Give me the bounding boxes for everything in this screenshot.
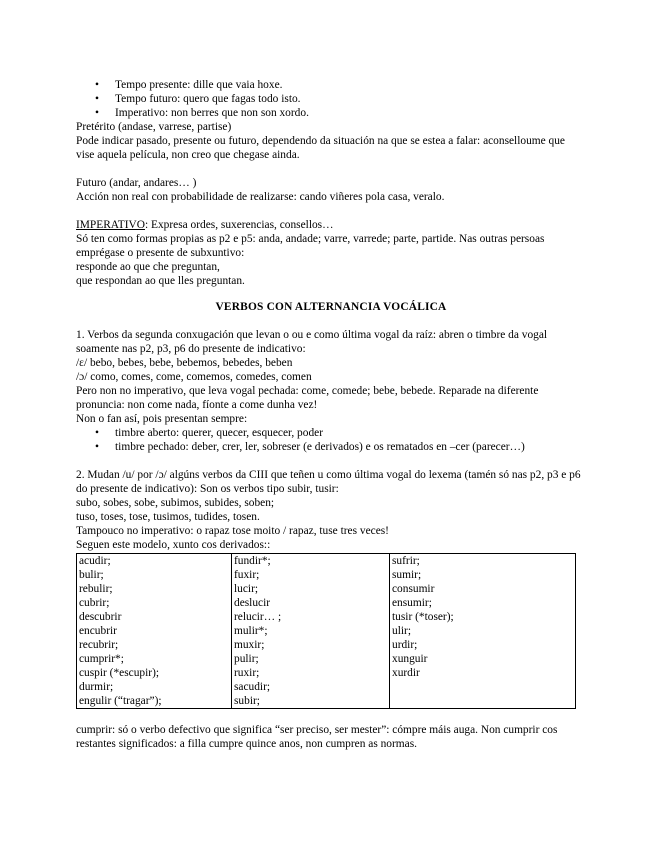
table-cell: muxir; xyxy=(234,639,265,651)
table-cell: recubrir; xyxy=(79,639,119,651)
verbs-column-3 xyxy=(390,554,576,709)
table-cell: ulir; xyxy=(392,625,411,637)
rule-1-text: 1. Verbos da segunda conxugación que levan o ou e como última vogal da raíz: abren o timbre da vogal soamente nas p2, p3, p6 do presente de indicativo: xyxy=(76,329,548,355)
tusir-imperative-note: Tampouco no imperativo: o rapaz tose moito / rapaz, tuse tres veces! xyxy=(76,525,389,537)
table-cell: fuxir; xyxy=(234,569,260,581)
list-item: • Imperativo: non berres que non son xordo. xyxy=(76,106,586,120)
subjunctive-present-examples xyxy=(76,78,586,120)
imperativo-rest: : Expresa ordes, suxerencias, consellos… xyxy=(144,219,334,231)
table-cell: bulir; xyxy=(79,569,104,581)
table-cell: pulir; xyxy=(234,653,259,665)
table-cell: durmir; xyxy=(79,681,114,693)
cumprir-note: cumprir: só o verbo defectivo que significa “ser preciso, ser mester”: cómpre máis auga. Non cumprir cos restantes significados: a filla cumpre quince anos, non cumpren as normas. xyxy=(76,724,558,750)
table-cell: subir; xyxy=(234,695,260,707)
verbs-column-1 xyxy=(77,554,232,709)
table-cell: tusir (*toser); xyxy=(392,611,454,623)
imperativo-text: Só ten como formas propias as p2 e p5: anda, andade; varre, varrede; parte, partide. Nas outras persoas emprégase o presente de subxuntivo: xyxy=(76,233,545,259)
exceptions-intro: Non o fan así, pois presentan sempre: xyxy=(76,413,248,425)
document-page xyxy=(76,78,586,751)
list-item: • timbre aberto: querer, quecer, esquecer, poder xyxy=(76,426,586,440)
futuro-text: Acción non real con probabilidade de realizarse: cando viñeres pola casa, veralo. xyxy=(76,191,445,203)
list-item: • Tempo futuro: quero que fagas todo isto. xyxy=(76,92,586,106)
table-cell: cumprir*; xyxy=(79,653,124,665)
table-cell: descubrir xyxy=(79,611,122,623)
table-cell: cubrir; xyxy=(79,597,110,609)
table-cell: ruxir; xyxy=(234,667,260,679)
table-cell: relucir… ; xyxy=(234,611,282,623)
exceptions-list xyxy=(76,426,586,454)
table-row xyxy=(77,554,576,709)
table-cell: encubrir xyxy=(79,625,117,637)
verbs-table xyxy=(76,553,576,709)
table-cell: rebulir; xyxy=(79,583,113,595)
list-item: • Tempo presente: dille que vaia hoxe. xyxy=(76,78,586,92)
tusir-conjugation: tuso, toses, tose, tusimos, tudides, tosen. xyxy=(76,511,260,523)
verbs-column-2 xyxy=(232,554,390,709)
table-cell: urdir; xyxy=(392,639,418,651)
table-intro: Seguen este modelo, xunto cos derivados:: xyxy=(76,539,271,551)
table-cell: xurdir xyxy=(392,667,420,679)
table-cell: mulir*; xyxy=(234,625,268,637)
futuro-heading: Futuro (andar, andares… ) xyxy=(76,177,197,189)
table-cell: engulir (“tragar”); xyxy=(79,695,162,707)
subir-conjugation: subo, sobes, sobe, subimos, subides, soben; xyxy=(76,497,275,509)
rule-2-text: 2. Mudan /u/ por /ɔ/ algúns verbos da CIII que teñen u como última vogal do lexema (tamén só nas p2, p3 e p6 do presente de indicativo): Son os verbos tipo subir, tusir: xyxy=(76,469,581,495)
imperative-note: Pero non no imperativo, que leva vogal pechada: come, comede; bebe, bebede. Reparade na diferente pronuncia: non come nada, fíonte a come dunha vez! xyxy=(76,385,539,411)
preterito-heading: Pretérito (andase, varrese, partise) xyxy=(76,121,232,133)
imperativo-example-1: responde ao que che preguntan, xyxy=(76,261,220,273)
table-cell: acudir; xyxy=(79,555,111,567)
section-title: VERBOS CON ALTERNANCIA VOCÁLICA xyxy=(215,301,447,313)
table-cell: lucir; xyxy=(234,583,259,595)
imperativo-label: IMPERATIVO xyxy=(76,219,145,231)
table-cell: deslucir xyxy=(234,597,271,609)
preterito-text: Pode indicar pasado, presente ou futuro, dependendo da situación na que se estea a falar: aconselloume que vise aquela película, non creo que chegase ainda. xyxy=(76,135,565,161)
table-cell: fundir*; xyxy=(234,555,271,567)
table-cell: sumir; xyxy=(392,569,422,581)
open-e-conjugation: /ɛ/ bebo, bebes, bebe, bebemos, bebedes, beben xyxy=(76,357,293,369)
open-o-conjugation: /ɔ/ como, comes, come, comemos, comedes, comen xyxy=(76,371,312,383)
table-cell: cuspir (*escupir); xyxy=(79,667,160,679)
table-cell: sufrir; xyxy=(392,555,420,567)
imperativo-heading xyxy=(76,218,586,232)
table-cell: sacudir; xyxy=(234,681,271,693)
list-item: • timbre pechado: deber, crer, ler, sobreser (e derivados) e os rematados en –cer (parecer…) xyxy=(76,440,586,454)
table-cell: xunguir xyxy=(392,653,428,665)
table-cell: ensumir; xyxy=(392,597,432,609)
table-cell: consumir xyxy=(392,583,435,595)
imperativo-example-2: que respondan ao que lles preguntan. xyxy=(76,275,245,287)
